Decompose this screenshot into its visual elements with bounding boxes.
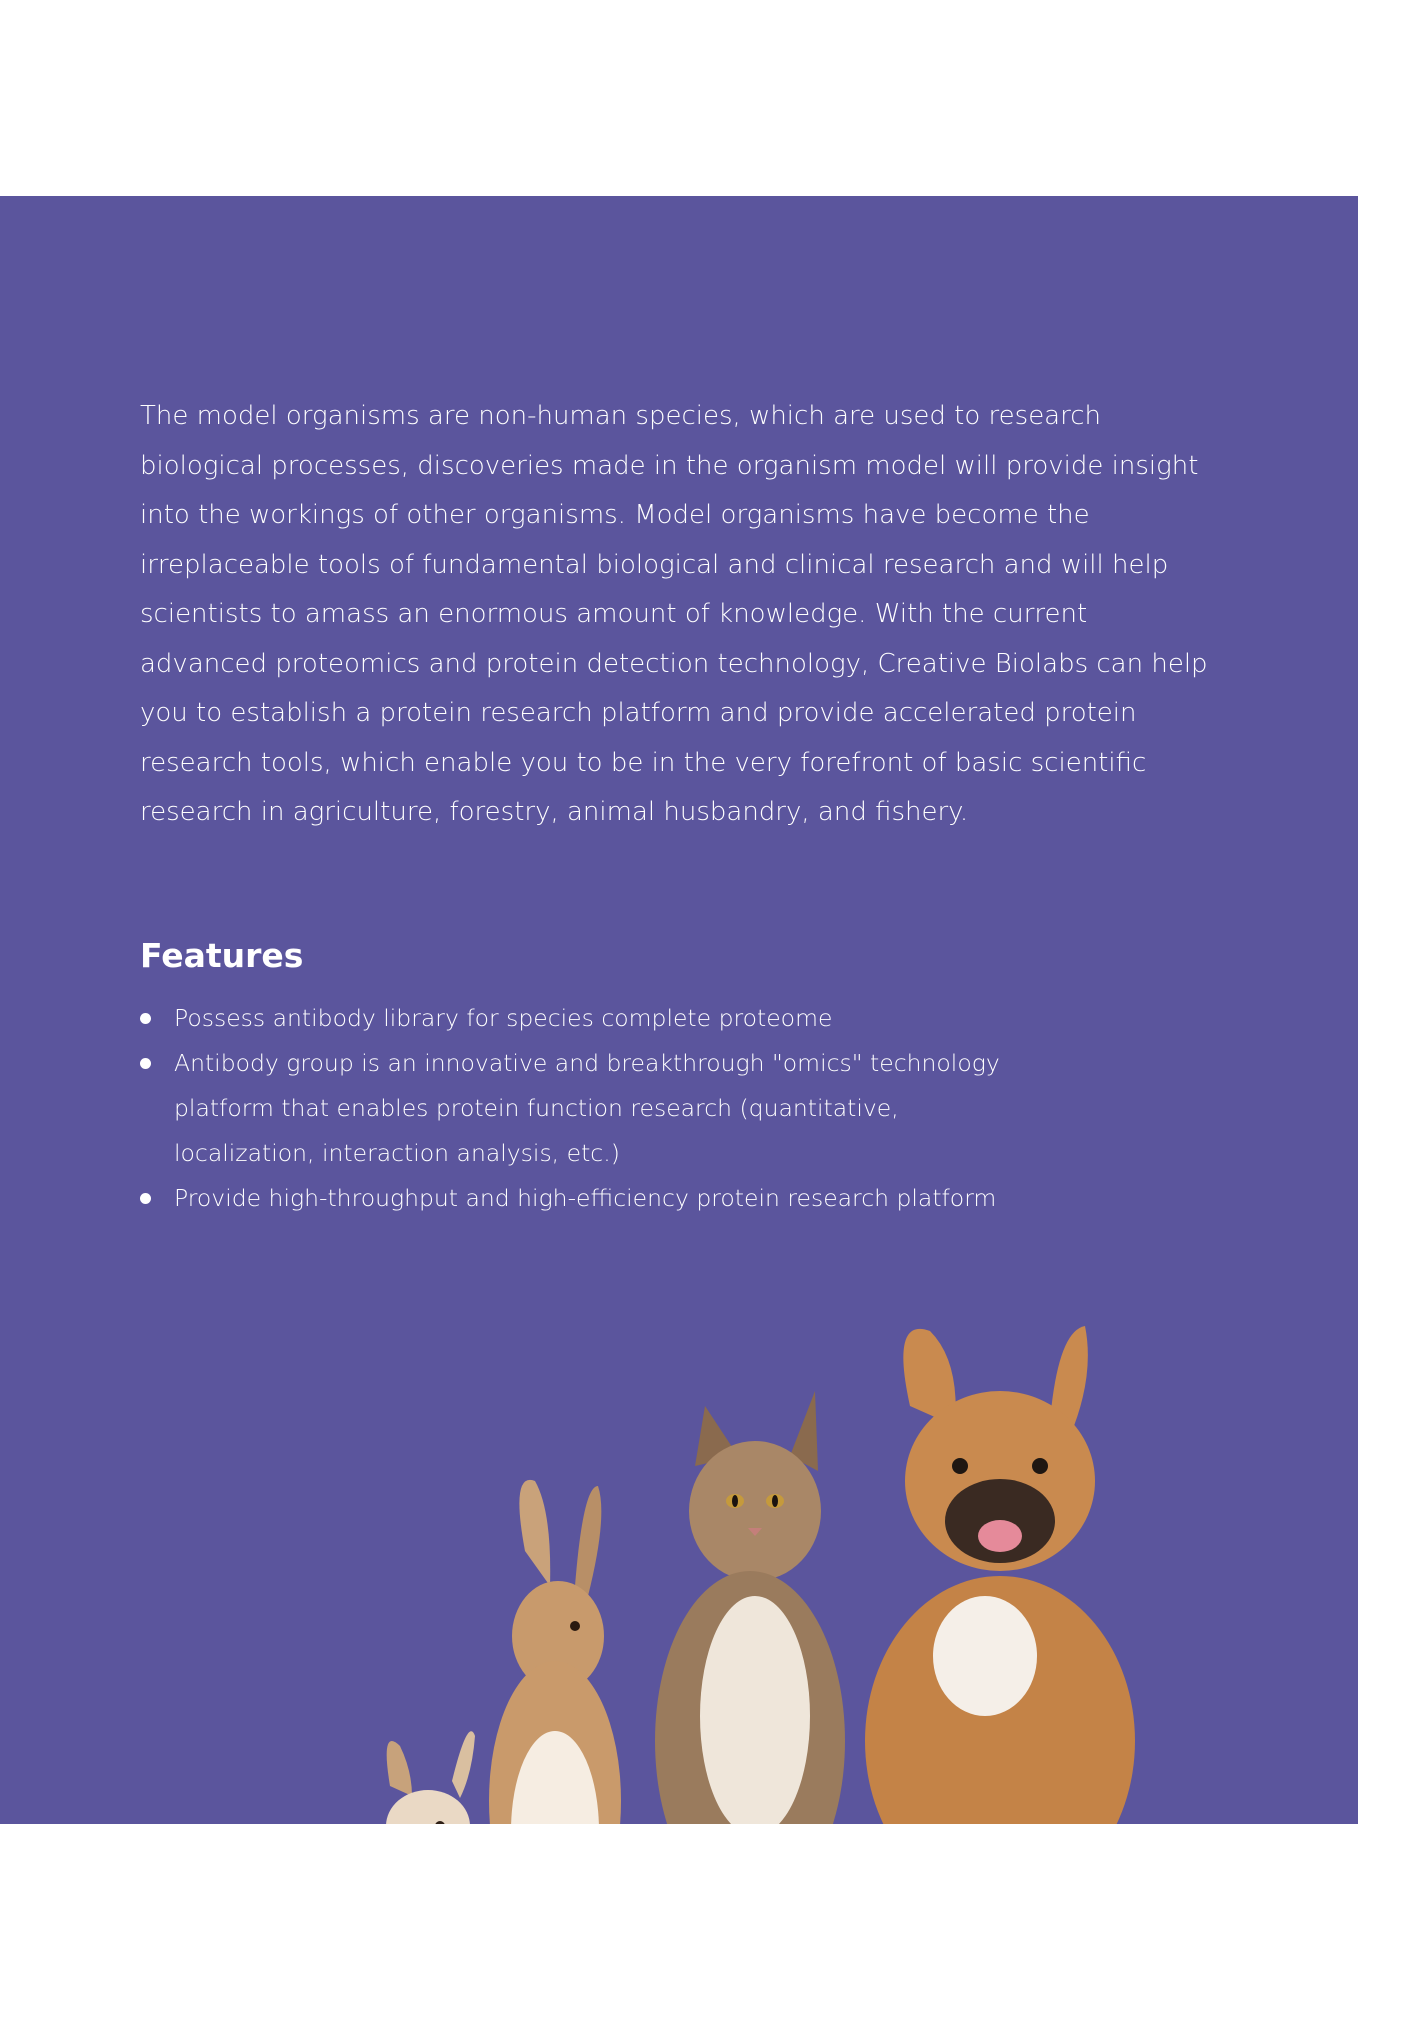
features-list	[140, 996, 1040, 1221]
cat-image	[655, 1391, 845, 1824]
feature-item-text: Provide high-throughput and high-efficiency protein research platform	[174, 1184, 997, 1212]
feature-item-text: Possess antibody library for species complete proteome	[174, 1004, 833, 1032]
feature-item	[140, 996, 1040, 1041]
bullet-icon	[140, 1193, 151, 1204]
feature-item	[140, 1041, 1040, 1176]
rabbit-image	[489, 1480, 621, 1824]
small-rabbit-image	[370, 1731, 486, 1824]
content-panel	[0, 196, 1358, 1824]
intro-paragraph: The model organisms are non-human species, which are used to research biological processes, discoveries made in the organism model will provide insight into the workings of other organisms. Model organisms have become the irreplaceable tools of fundamental biological and clinical research and will help scientists to amass an enormous amount of knowledge. With the current advanced proteomics and protein detection technology, Creative Biolabs can help you to establish a protein research platform and provide accelerated protein research tools, which enable you to be in the very forefront of basic scientific research in agriculture, forestry, animal husbandry, and fishery.	[140, 401, 1208, 827]
feature-item	[140, 1176, 1040, 1221]
french-bulldog-image	[865, 1326, 1135, 1824]
features-heading: Features	[140, 936, 304, 975]
bullet-icon	[140, 1013, 151, 1024]
animals-illustration	[190, 1296, 1170, 1824]
bullet-icon	[140, 1058, 151, 1069]
feature-item-text: Antibody group is an innovative and breakthrough "omics" technology platform that enables protein function research (quantitative, localization, interaction analysis, etc.)	[174, 1049, 1000, 1167]
